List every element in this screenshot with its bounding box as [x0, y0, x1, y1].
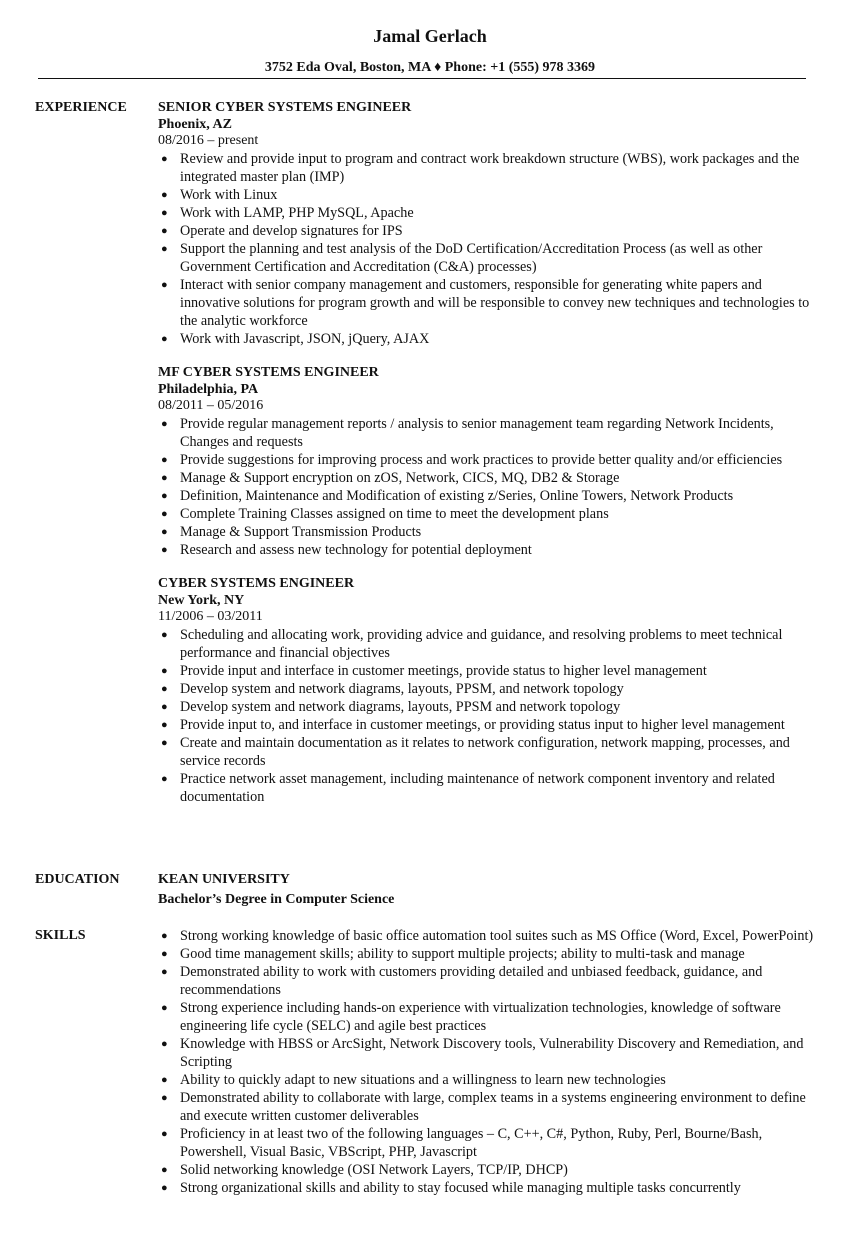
job-bullets — [158, 150, 818, 348]
bullet-text: Provide input and interface in customer meetings, provide status to higher level management — [180, 663, 707, 679]
bullet-icon: ● — [161, 948, 168, 960]
bullet-icon: ● — [161, 454, 168, 466]
bullet-icon: ● — [161, 1038, 168, 1050]
job-dates: 08/2016 – present — [158, 133, 259, 148]
bullet-icon: ● — [161, 279, 168, 291]
bullet-icon: ● — [161, 472, 168, 484]
bullet-icon: ● — [161, 930, 168, 942]
job-title: SENIOR CYBER SYSTEMS ENGINEER — [158, 100, 412, 115]
list-item — [158, 469, 818, 487]
list-item — [158, 222, 818, 240]
bullet-icon: ● — [161, 1128, 168, 1140]
list-item — [158, 662, 818, 680]
bullet-text: Support the planning and test analysis of the DoD Certification/Accreditation Process (as well as other Government Certification and Accreditation (C&A) processes) — [180, 241, 763, 275]
job-title: CYBER SYSTEMS ENGINEER — [158, 576, 355, 591]
list-item — [158, 1089, 818, 1125]
list-item — [158, 415, 818, 451]
bullet-text: Manage & Support Transmission Products — [180, 524, 422, 540]
bullet-icon: ● — [161, 333, 168, 345]
list-item — [158, 626, 818, 662]
bullet-icon: ● — [161, 544, 168, 556]
list-item — [158, 680, 818, 698]
bullet-text: Complete Training Classes assigned on time to meet the development plans — [180, 506, 609, 522]
degree: Bachelor’s Degree in Computer Science — [158, 892, 395, 907]
bullet-text: Develop system and network diagrams, layouts, PPSM and network topology — [180, 699, 621, 715]
job-location: Philadelphia, PA — [158, 382, 259, 397]
bullet-icon: ● — [161, 225, 168, 237]
education-heading: EDUCATION — [35, 872, 120, 887]
bullet-text: Develop system and network diagrams, layouts, PPSM, and network topology — [180, 681, 624, 697]
bullet-text: Practice network asset management, including maintenance of network component inventory and related documentation — [180, 771, 775, 805]
list-item — [158, 734, 818, 770]
experience-heading: EXPERIENCE — [35, 100, 127, 115]
list-item — [158, 698, 818, 716]
bullet-icon: ● — [161, 1074, 168, 1086]
list-item — [158, 487, 818, 505]
bullet-icon: ● — [161, 526, 168, 538]
skill-text: Knowledge with HBSS or ArcSight, Network Discovery tools, Vulnerability Discovery and Remediation, and Scripting — [180, 1036, 804, 1070]
contact-line: 3752 Eda Oval, Boston, MA ♦ Phone: +1 (555) 978 3369 — [264, 60, 596, 75]
list-item — [158, 523, 818, 541]
job-bullets — [158, 626, 818, 806]
bullet-icon: ● — [161, 207, 168, 219]
bullet-icon: ● — [161, 508, 168, 520]
bullet-text: Work with LAMP, PHP MySQL, Apache — [180, 205, 414, 221]
skill-text: Demonstrated ability to work with customers providing detailed and unbiased feedback, guidance, and recommendations — [180, 964, 763, 998]
bullet-text: Research and assess new technology for potential deployment — [180, 542, 532, 558]
skills-list — [158, 927, 818, 1197]
list-item — [158, 1161, 818, 1179]
skill-text: Good time management skills; ability to support multiple projects; ability to multi-task and manage — [180, 946, 745, 962]
job-entry — [158, 99, 818, 348]
bullet-text: Provide input to, and interface in customer meetings, or providing status input to higher level management — [180, 717, 785, 733]
list-item — [158, 186, 818, 204]
bullet-icon: ● — [161, 665, 168, 677]
list-item — [158, 150, 818, 186]
list-item — [158, 240, 818, 276]
bullet-text: Provide regular management reports / analysis to senior management team regarding Network Incidents, Changes and requests — [180, 416, 774, 450]
header-divider — [38, 78, 806, 79]
list-item — [158, 716, 818, 734]
school-name: KEAN UNIVERSITY — [158, 872, 290, 887]
list-item — [158, 276, 818, 330]
bullet-text: Manage & Support encryption on zOS, Network, CICS, MQ, DB2 & Storage — [180, 470, 620, 486]
skill-text: Strong experience including hands-on experience with virtualization technologies, knowledge of software engineering life cycle (SELC) and agile best practices — [180, 1000, 781, 1034]
bullet-text: Interact with senior company management and customers, responsible for generating white papers and innovative solutions for program growth and will be responsible to convey new techniques and technologies to the analytic workforce — [180, 277, 810, 329]
list-item — [158, 1035, 818, 1071]
skill-text: Proficiency in at least two of the following languages – C, C++, C#, Python, Ruby, Perl, Bourne/Bash, Powershell, Visual Basic, VBScript, PHP, Javascript — [180, 1126, 763, 1160]
skill-text: Strong working knowledge of basic office automation tool suites such as MS Office (Word, Excel, PowerPoint) — [180, 928, 814, 944]
list-item — [158, 1071, 818, 1089]
bullet-text: Definition, Maintenance and Modification of existing z/Series, Online Towers, Network Products — [180, 488, 734, 504]
education-content — [158, 871, 818, 911]
list-item — [158, 204, 818, 222]
bullet-text: Work with Linux — [180, 187, 278, 203]
list-item — [158, 927, 818, 945]
bullet-icon: ● — [161, 966, 168, 978]
list-item — [158, 505, 818, 523]
job-dates: 08/2011 – 05/2016 — [158, 398, 264, 413]
list-item — [158, 945, 818, 963]
bullet-text: Review and provide input to program and contract work breakdown structure (WBS), work packages and the integrated master plan (IMP) — [180, 151, 800, 185]
bullet-icon: ● — [161, 683, 168, 695]
list-item — [158, 963, 818, 999]
job-location: Phoenix, AZ — [158, 117, 232, 132]
bullet-text: Create and maintain documentation as it relates to network configuration, network mapping, processes, and service records — [180, 735, 790, 769]
skill-text: Strong organizational skills and ability to stay focused while managing multiple tasks concurrently — [180, 1180, 741, 1196]
bullet-icon: ● — [161, 629, 168, 641]
bullet-icon: ● — [161, 189, 168, 201]
bullet-text: Work with Javascript, JSON, jQuery, AJAX — [180, 331, 430, 347]
list-item — [158, 999, 818, 1035]
candidate-name: Jamal Gerlach — [373, 26, 487, 46]
bullet-icon: ● — [161, 1164, 168, 1176]
bullet-icon: ● — [161, 418, 168, 430]
bullet-icon: ● — [161, 153, 168, 165]
bullet-text: Scheduling and allocating work, providing advice and guidance, and resolving problems to meet technical performance and financial objectives — [180, 627, 783, 661]
bullet-icon: ● — [161, 737, 168, 749]
bullet-icon: ● — [161, 719, 168, 731]
job-entry — [158, 364, 818, 559]
job-dates: 11/2006 – 03/2011 — [158, 609, 263, 624]
skill-text: Solid networking knowledge (OSI Network Layers, TCP/IP, DHCP) — [180, 1162, 568, 1178]
bullet-icon: ● — [161, 1092, 168, 1104]
list-item — [158, 330, 818, 348]
job-entry — [158, 575, 818, 806]
skills-content — [158, 927, 818, 1197]
bullet-icon: ● — [161, 243, 168, 255]
skills-heading: SKILLS — [35, 928, 86, 943]
bullet-text: Provide suggestions for improving process and work practices to provide better quality and/or efficiencies — [180, 452, 783, 468]
list-item — [158, 1179, 818, 1197]
bullet-icon: ● — [161, 701, 168, 713]
skill-text: Demonstrated ability to collaborate with large, complex teams in a systems engineering environment to define and execute written customer deliverables — [180, 1090, 806, 1124]
list-item — [158, 770, 818, 806]
skill-text: Ability to quickly adapt to new situations and a willingness to learn new technologies — [180, 1072, 666, 1088]
job-title: MF CYBER SYSTEMS ENGINEER — [158, 365, 379, 380]
job-bullets — [158, 415, 818, 559]
list-item — [158, 1125, 818, 1161]
bullet-icon: ● — [161, 773, 168, 785]
bullet-icon: ● — [161, 1182, 168, 1194]
bullet-text: Operate and develop signatures for IPS — [180, 223, 403, 239]
bullet-icon: ● — [161, 1002, 168, 1014]
bullet-icon: ● — [161, 490, 168, 502]
list-item — [158, 541, 818, 559]
list-item — [158, 451, 818, 469]
job-location: New York, NY — [158, 593, 245, 608]
experience-content — [158, 99, 818, 806]
